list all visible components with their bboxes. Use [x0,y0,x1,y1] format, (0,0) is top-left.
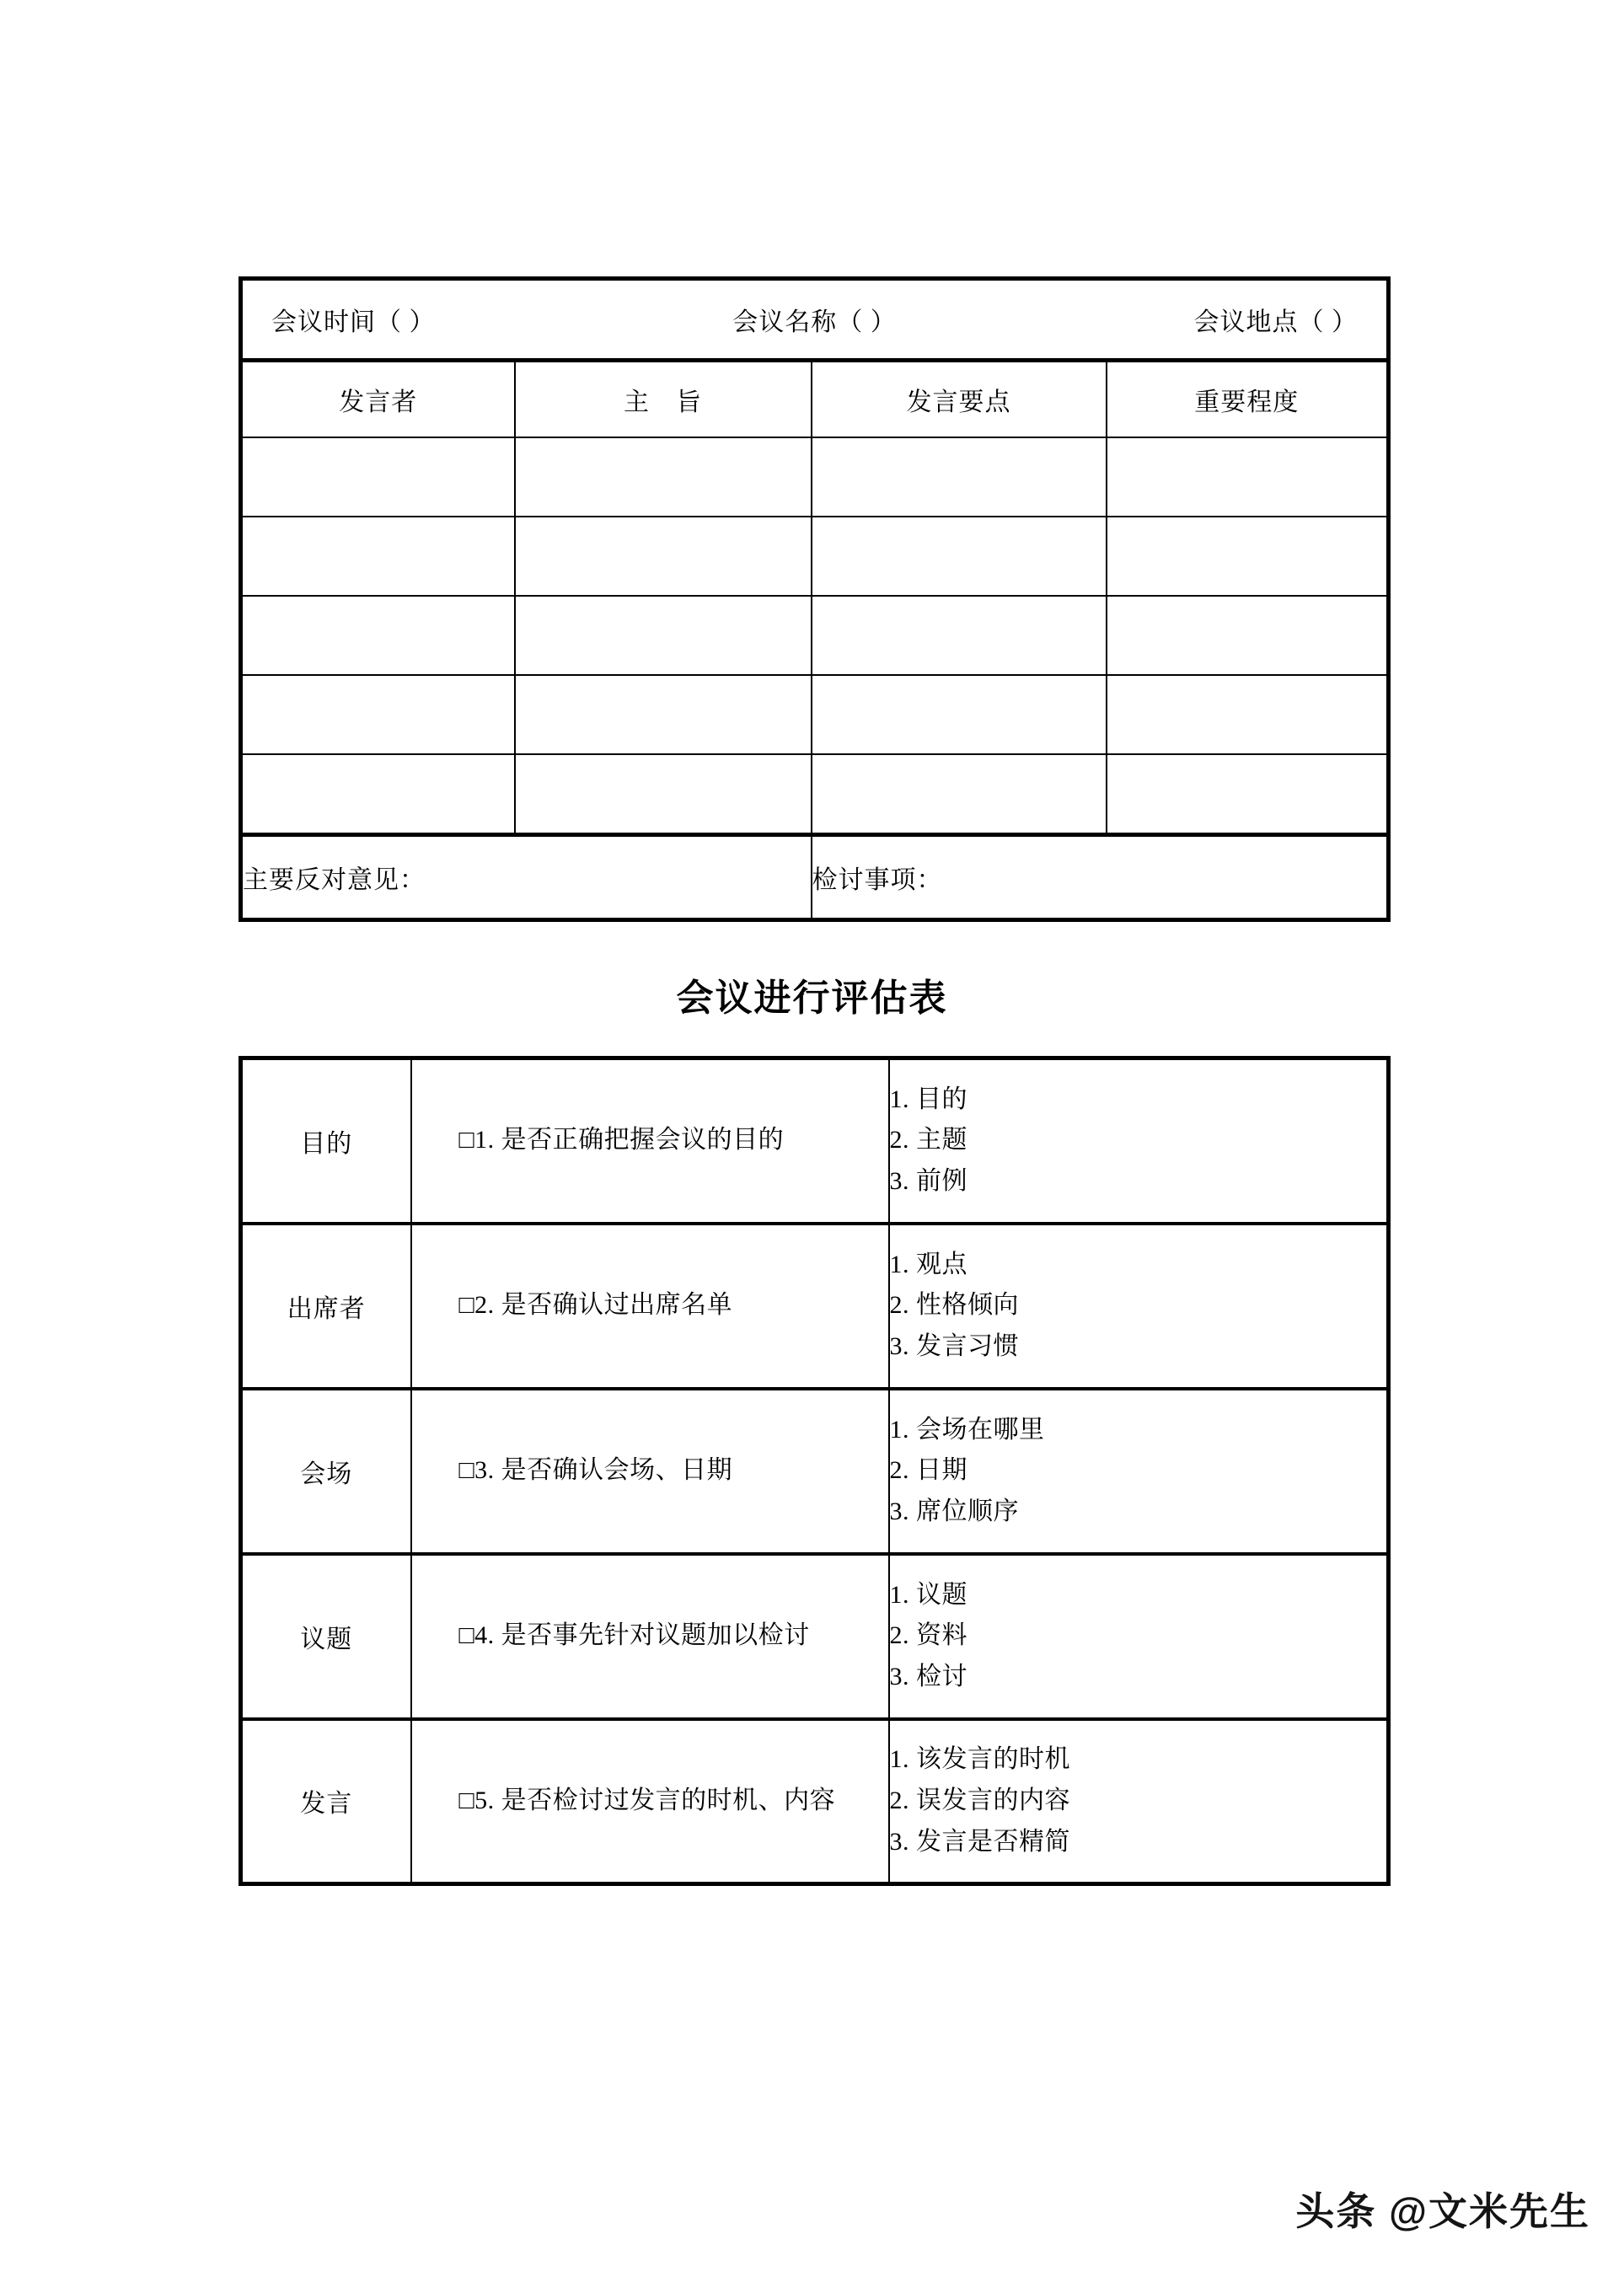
evaluation-row-speech [241,1719,1389,1884]
main-objections-field[interactable]: 主要反对意见： [241,835,812,920]
point-item: 2. 性格倾向 [889,1291,1019,1320]
cell-key-points[interactable] [812,754,1107,835]
page-title: 会议进行评估表 [676,978,948,1019]
points-list [889,1224,1389,1389]
meeting-name-field[interactable]: 会议名称（ ） [732,308,897,336]
footer-row [241,835,1389,920]
evaluation-row-purpose [241,1058,1389,1224]
cell-gist[interactable] [515,754,812,835]
point-item: 1. 议题 [889,1580,967,1609]
cell-gist[interactable] [515,517,812,596]
points-list [889,1389,1389,1554]
point-item: 2. 误发言的内容 [889,1786,1070,1814]
evaluation-row-venue [241,1389,1389,1554]
meeting-location-field[interactable]: 会议地点（ ） [1193,308,1358,336]
point-item: 2. 主题 [889,1126,967,1155]
column-header-row [241,361,1389,438]
cell-speaker[interactable] [241,675,515,754]
category-label: 会场 [241,1389,411,1554]
cell-importance[interactable] [1107,596,1389,675]
table-row [241,596,1389,675]
table-row [241,754,1389,835]
checklist-item[interactable]: □5. 是否检讨过发言的时机、内容 [411,1719,889,1884]
points-list [889,1719,1389,1884]
meeting-time-field[interactable]: 会议时间（ ） [271,308,436,336]
meeting-record-table [239,276,1391,922]
checklist-item[interactable]: □1. 是否正确把握会议的目的 [411,1058,889,1224]
cell-speaker[interactable] [241,596,515,675]
column-header-gist: 主 旨 [515,361,812,438]
point-item: 3. 前例 [889,1167,967,1196]
point-item: 1. 目的 [889,1085,967,1113]
point-item: 3. 检讨 [889,1662,967,1690]
point-item: 2. 日期 [889,1456,967,1485]
watermark-label: 头条 @文米先生 [1295,2189,1590,2233]
column-header-importance: 重要程度 [1107,361,1389,438]
checklist-item[interactable]: □4. 是否事先针对议题加以检讨 [411,1554,889,1719]
cell-importance[interactable] [1107,517,1389,596]
cell-key-points[interactable] [812,675,1107,754]
category-label: 议题 [241,1554,411,1719]
cell-gist[interactable] [515,596,812,675]
point-item: 1. 观点 [889,1250,967,1278]
cell-speaker[interactable] [241,754,515,835]
point-item: 1. 该发言的时机 [889,1745,1070,1774]
cell-importance[interactable] [1107,437,1389,517]
point-item: 3. 发言是否精简 [889,1827,1070,1856]
evaluation-row-agenda [241,1554,1389,1719]
cell-speaker[interactable] [241,437,515,517]
checklist-item[interactable]: □3. 是否确认会场、日期 [411,1389,889,1554]
cell-importance[interactable] [1107,754,1389,835]
cell-gist[interactable] [515,675,812,754]
cell-key-points[interactable] [812,437,1107,517]
meeting-info-cell [241,279,1389,361]
category-label: 发言 [241,1719,411,1884]
cell-key-points[interactable] [812,517,1107,596]
table-row [241,437,1389,517]
cell-key-points[interactable] [812,596,1107,675]
meeting-evaluation-table [239,1056,1391,1886]
category-label: 出席者 [241,1224,411,1389]
point-item: 1. 会场在哪里 [889,1415,1045,1444]
checklist-item[interactable]: □2. 是否确认过出席名单 [411,1224,889,1389]
category-label: 目的 [241,1058,411,1224]
evaluation-row-attendees [241,1224,1389,1389]
meeting-info-row [241,279,1389,361]
points-list [889,1554,1389,1719]
point-item: 2. 资料 [889,1621,967,1650]
table-row [241,517,1389,596]
points-list [889,1058,1389,1224]
column-header-speaker: 发言者 [241,361,515,438]
column-header-key-points: 发言要点 [812,361,1107,438]
point-item: 3. 席位顺序 [889,1497,1019,1525]
point-item: 3. 发言习惯 [889,1331,1019,1360]
cell-importance[interactable] [1107,675,1389,754]
cell-gist[interactable] [515,437,812,517]
table-row [241,675,1389,754]
cell-speaker[interactable] [241,517,515,596]
review-items-field[interactable]: 检讨事项： [812,835,1389,920]
